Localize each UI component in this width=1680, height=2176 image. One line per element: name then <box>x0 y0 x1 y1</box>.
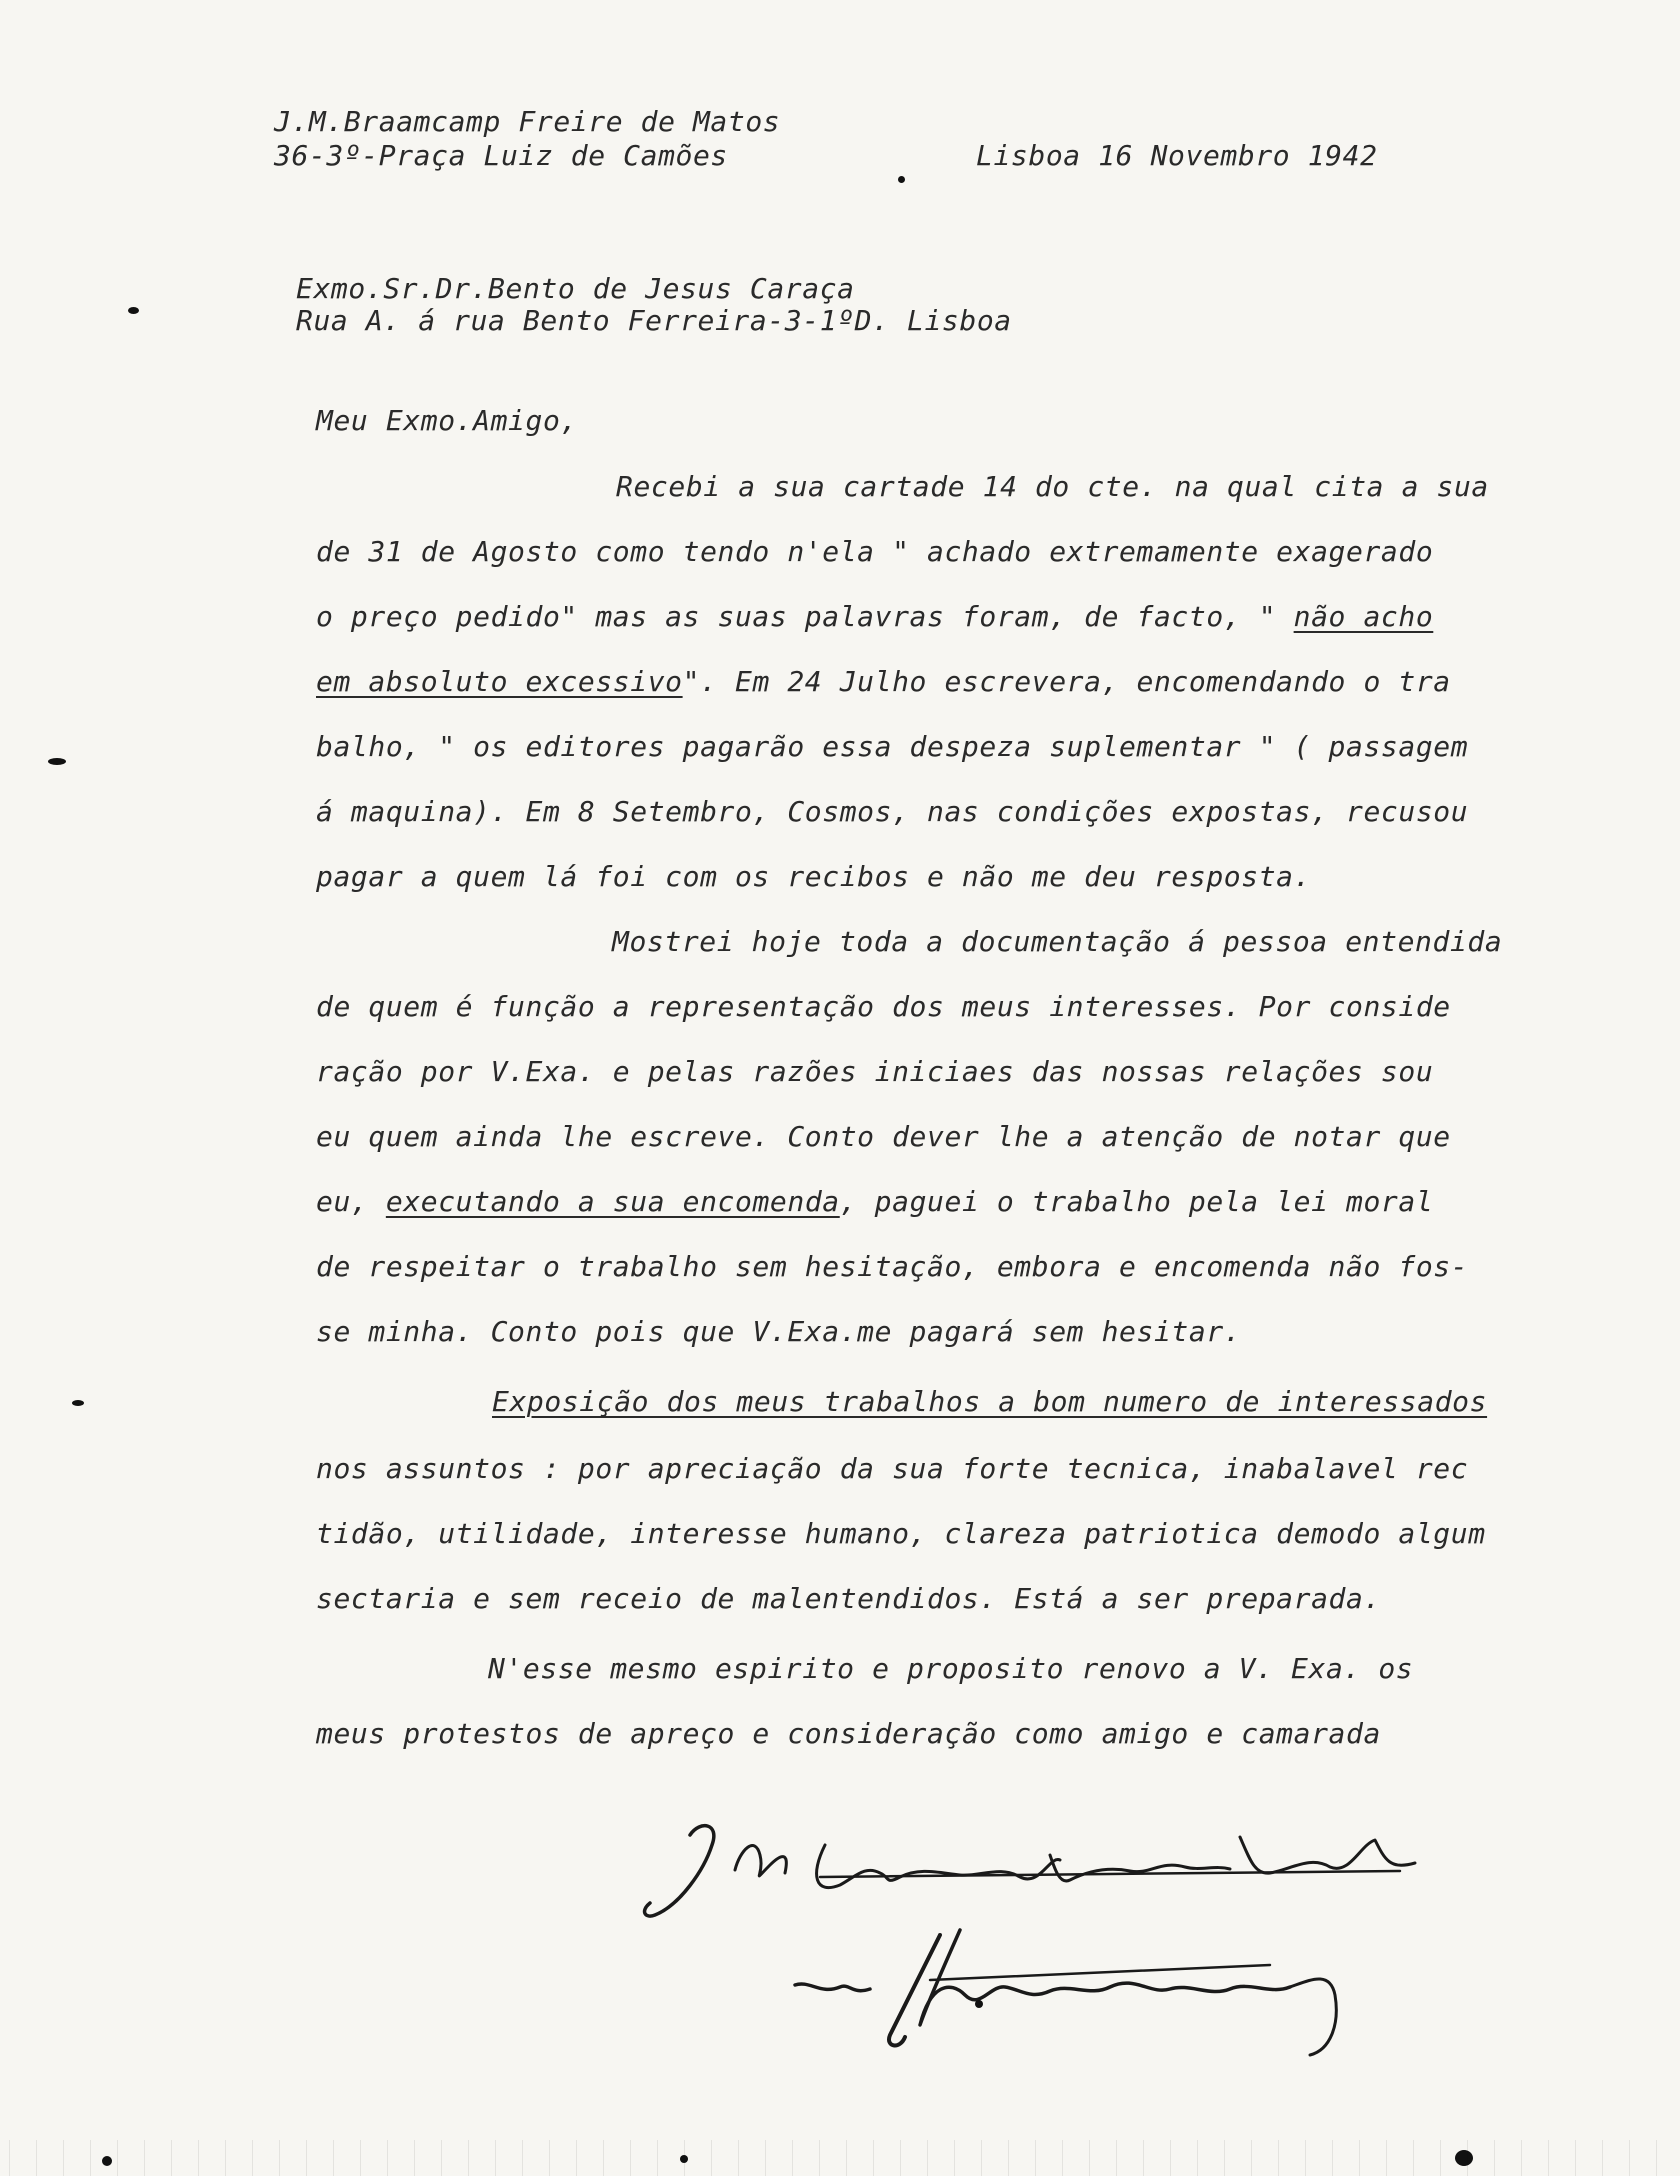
body-line <box>316 665 1451 699</box>
body-line: Mostrei hoje toda a documentação á pessoa entendida <box>612 925 1503 958</box>
body-line: tidão, utilidade, interesse humano, clareza patriotica demodo algum <box>316 1517 1486 1550</box>
body-line-text: ". Em 24 Julho escrevera, encomendando o tra <box>682 665 1451 698</box>
place-date: Lisboa 16 Novembro 1942 <box>976 139 1378 172</box>
body-line: sectaria e sem receio de malentendidos. Está a ser preparada. <box>316 1582 1381 1615</box>
underlined-quote: em absoluto excessivo <box>316 665 683 698</box>
body-line: nos assuntos : por apreciação da sua forte tecnica, inabalavel rec <box>316 1452 1469 1485</box>
scan-speck <box>975 2000 983 2008</box>
recipient-line-2: Rua A. á rua Bento Ferreira-3-1ºD. Lisboa <box>296 304 1012 337</box>
body-line-text: eu, <box>316 1185 386 1218</box>
body-line: ração por V.Exa. e pelas razões iniciaes das nossas relações sou <box>316 1055 1434 1088</box>
body-line <box>316 600 1433 634</box>
body-line: á maquina). Em 8 Setembro, Cosmos, nas condições expostas, recusou <box>316 795 1469 828</box>
body-line: Recebi a sua cartade 14 do cte. na qual cita a sua <box>616 470 1489 503</box>
body-line-underlined: Exposição dos meus trabalhos a bom numero de interessados <box>492 1385 1488 1418</box>
scan-speck <box>72 1400 84 1406</box>
salutation: Meu Exmo.Amigo, <box>316 404 578 437</box>
sender-name: J.M.Braamcamp Freire de Matos <box>274 105 781 138</box>
recipient-line-1: Exmo.Sr.Dr.Bento de Jesus Caraça <box>296 272 855 305</box>
body-line: de respeitar o trabalho sem hesitação, embora e encomenda não fos- <box>316 1250 1469 1283</box>
body-line: eu quem ainda lhe escreve. Conto dever lhe a atenção de notar que <box>316 1120 1451 1153</box>
underlined-quote: não acho <box>1293 600 1434 633</box>
signature-1 <box>640 1815 1440 1935</box>
signature-2 <box>790 1925 1410 2065</box>
underlined-phrase: executando a sua encomenda <box>385 1185 840 1218</box>
body-line: pagar a quem lá foi com os recibos e não me deu resposta. <box>316 860 1312 893</box>
body-line: se minha. Conto pois que V.Exa.me pagará sem hesitar. <box>316 1315 1242 1348</box>
body-line: de quem é função a representação dos meus interesses. Por conside <box>316 990 1451 1023</box>
body-line <box>316 1185 1433 1219</box>
body-line-text: o preço pedido" mas as suas palavras foram, de facto, " <box>316 600 1294 633</box>
body-line: de 31 de Agosto como tendo n'ela " achado extremamente exagerado <box>316 535 1434 568</box>
body-line-text: , paguei o trabalho pela lei moral <box>839 1185 1434 1218</box>
body-line: meus protestos de apreço e consideração como amigo e camarada <box>316 1717 1381 1750</box>
scan-speck <box>898 176 905 183</box>
body-line: N'esse mesmo espirito e proposito renovo a V. Exa. os <box>488 1652 1414 1685</box>
scan-speck <box>128 307 139 314</box>
sender-address: 36-3º-Praça Luiz de Camões <box>274 139 728 172</box>
scan-edge-noise <box>0 2140 1680 2176</box>
body-line: balho, " os editores pagarão essa despeza suplementar " ( passagem <box>316 730 1469 763</box>
scan-speck <box>48 758 66 765</box>
